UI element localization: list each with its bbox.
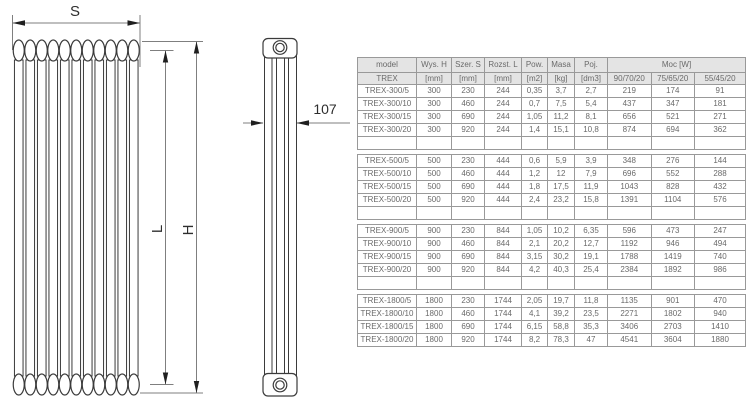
value-cell: 576 bbox=[695, 194, 746, 207]
value-cell: 5,4 bbox=[575, 98, 608, 111]
value-cell: 2,7 bbox=[575, 85, 608, 98]
value-cell: 8,2 bbox=[522, 334, 548, 347]
value-cell: 2,05 bbox=[522, 295, 548, 308]
value-cell: 5,9 bbox=[548, 155, 575, 168]
value-cell: 348 bbox=[608, 155, 652, 168]
value-cell: 1,4 bbox=[522, 124, 548, 137]
value-cell: 0,6 bbox=[522, 155, 548, 168]
value-cell: 11,2 bbox=[548, 111, 575, 124]
value-cell bbox=[417, 277, 452, 290]
model-cell: TREX-300/20 bbox=[358, 124, 417, 137]
value-cell: 300 bbox=[417, 85, 452, 98]
value-cell: 900 bbox=[417, 251, 452, 264]
value-cell bbox=[548, 207, 575, 220]
top-collector-oval bbox=[36, 40, 47, 61]
front-tube bbox=[129, 60, 138, 376]
series-name: TREX bbox=[358, 73, 417, 85]
value-cell: 1104 bbox=[651, 194, 695, 207]
model-cell: TREX-300/15 bbox=[358, 111, 417, 124]
model-cell: TREX-900/20 bbox=[358, 264, 417, 277]
value-cell: 0,7 bbox=[522, 98, 548, 111]
front-tube bbox=[37, 60, 46, 376]
value-cell bbox=[522, 207, 548, 220]
value-cell: 1043 bbox=[608, 181, 652, 194]
value-cell bbox=[548, 137, 575, 150]
bottom-collector-oval bbox=[59, 374, 70, 395]
value-cell bbox=[695, 207, 746, 220]
value-cell: 500 bbox=[417, 168, 452, 181]
table-header-row bbox=[358, 58, 746, 73]
top-collector-oval bbox=[48, 40, 59, 61]
value-cell: 4541 bbox=[608, 334, 652, 347]
table-row bbox=[358, 251, 746, 264]
model-cell: TREX-300/10 bbox=[358, 98, 417, 111]
radiator-side-view bbox=[263, 39, 297, 397]
model-cell bbox=[358, 277, 417, 290]
value-cell: 1744 bbox=[485, 334, 522, 347]
top-collector-oval bbox=[128, 40, 139, 61]
technical-drawing bbox=[0, 0, 360, 406]
value-cell bbox=[608, 137, 652, 150]
front-tube bbox=[60, 60, 69, 376]
value-cell bbox=[522, 277, 548, 290]
value-cell: 1,05 bbox=[522, 225, 548, 238]
bottom-collector-oval bbox=[36, 374, 47, 395]
model-cell: TREX-500/5 bbox=[358, 155, 417, 168]
value-cell: 500 bbox=[417, 181, 452, 194]
front-tube bbox=[106, 60, 115, 376]
radiator-front-view bbox=[13, 40, 139, 395]
value-cell: 986 bbox=[695, 264, 746, 277]
value-cell: 1800 bbox=[417, 308, 452, 321]
model-cell: TREX-1800/10 bbox=[358, 308, 417, 321]
col-header-width: Szer. S bbox=[452, 58, 485, 73]
value-cell: 521 bbox=[651, 111, 695, 124]
col-header-model: model bbox=[358, 58, 417, 73]
value-cell: 1192 bbox=[608, 238, 652, 251]
value-cell: 460 bbox=[452, 308, 485, 321]
unit-kg: [kg] bbox=[548, 73, 575, 85]
value-cell: 10,8 bbox=[575, 124, 608, 137]
value-cell: 1880 bbox=[695, 334, 746, 347]
separator-row bbox=[358, 277, 746, 290]
value-cell: 7,5 bbox=[548, 98, 575, 111]
value-cell: 181 bbox=[695, 98, 746, 111]
value-cell: 500 bbox=[417, 194, 452, 207]
value-cell: 1802 bbox=[651, 308, 695, 321]
table-row bbox=[358, 334, 746, 347]
value-cell: 244 bbox=[485, 98, 522, 111]
radiator-drawing-svg bbox=[0, 0, 360, 406]
value-cell: 437 bbox=[608, 98, 652, 111]
value-cell: 900 bbox=[417, 264, 452, 277]
value-cell: 3,7 bbox=[548, 85, 575, 98]
value-cell: 6,15 bbox=[522, 321, 548, 334]
value-cell: 844 bbox=[485, 251, 522, 264]
value-cell: 844 bbox=[485, 225, 522, 238]
separator-row bbox=[358, 137, 746, 150]
value-cell: 1800 bbox=[417, 295, 452, 308]
table-row bbox=[358, 181, 746, 194]
value-cell: 20,2 bbox=[548, 238, 575, 251]
value-cell: 940 bbox=[695, 308, 746, 321]
value-cell: 35,3 bbox=[575, 321, 608, 334]
value-cell: 690 bbox=[452, 111, 485, 124]
value-cell: 40,3 bbox=[548, 264, 575, 277]
bottom-collector-oval bbox=[128, 374, 139, 395]
value-cell: 2271 bbox=[608, 308, 652, 321]
value-cell bbox=[575, 137, 608, 150]
top-connection-port-inner bbox=[276, 43, 284, 51]
bottom-collector-oval bbox=[25, 374, 36, 395]
value-cell: 230 bbox=[452, 85, 485, 98]
top-collector-oval bbox=[59, 40, 70, 61]
value-cell: 12,7 bbox=[575, 238, 608, 251]
value-cell: 1800 bbox=[417, 334, 452, 347]
value-cell: 91 bbox=[695, 85, 746, 98]
value-cell: 920 bbox=[452, 264, 485, 277]
value-cell: 844 bbox=[485, 264, 522, 277]
value-cell: 300 bbox=[417, 111, 452, 124]
table-row bbox=[358, 98, 746, 111]
model-cell: TREX-900/10 bbox=[358, 238, 417, 251]
value-cell: 78,3 bbox=[548, 334, 575, 347]
value-cell: 874 bbox=[608, 124, 652, 137]
top-collector-oval bbox=[105, 40, 116, 61]
value-cell: 432 bbox=[695, 181, 746, 194]
value-cell: 494 bbox=[695, 238, 746, 251]
value-cell: 230 bbox=[452, 155, 485, 168]
side-tube bbox=[289, 52, 297, 378]
value-cell: 444 bbox=[485, 155, 522, 168]
value-cell: 1391 bbox=[608, 194, 652, 207]
table-row bbox=[358, 238, 746, 251]
model-cell: TREX-1800/20 bbox=[358, 334, 417, 347]
value-cell: 3604 bbox=[651, 334, 695, 347]
bottom-collector-oval bbox=[94, 374, 105, 395]
side-tube bbox=[265, 52, 273, 378]
value-cell: 596 bbox=[608, 225, 652, 238]
value-cell: 2,1 bbox=[522, 238, 548, 251]
value-cell: 444 bbox=[485, 194, 522, 207]
table-row bbox=[358, 321, 746, 334]
top-collector-oval bbox=[25, 40, 36, 61]
value-cell: 1744 bbox=[485, 308, 522, 321]
value-cell: 15,1 bbox=[548, 124, 575, 137]
value-cell bbox=[695, 277, 746, 290]
value-cell: 11,8 bbox=[575, 295, 608, 308]
model-cell: TREX-1800/15 bbox=[358, 321, 417, 334]
value-cell: 552 bbox=[651, 168, 695, 181]
value-cell bbox=[651, 137, 695, 150]
value-cell bbox=[651, 277, 695, 290]
value-cell: 362 bbox=[695, 124, 746, 137]
value-cell: 2384 bbox=[608, 264, 652, 277]
model-cell: TREX-900/5 bbox=[358, 225, 417, 238]
power-temp-75-65-20: 75/65/20 bbox=[651, 73, 695, 85]
value-cell: 844 bbox=[485, 238, 522, 251]
value-cell: 1419 bbox=[651, 251, 695, 264]
value-cell bbox=[452, 207, 485, 220]
value-cell: 460 bbox=[452, 238, 485, 251]
value-cell: 244 bbox=[485, 85, 522, 98]
value-cell: 690 bbox=[452, 321, 485, 334]
value-cell bbox=[575, 277, 608, 290]
value-cell: 696 bbox=[608, 168, 652, 181]
value-cell: 219 bbox=[608, 85, 652, 98]
value-cell: 47 bbox=[575, 334, 608, 347]
bottom-collector-oval bbox=[13, 374, 24, 395]
bottom-collector-oval bbox=[117, 374, 128, 395]
value-cell bbox=[485, 137, 522, 150]
dim-label-h: H bbox=[179, 224, 197, 236]
front-tube bbox=[14, 60, 23, 376]
value-cell: 1744 bbox=[485, 321, 522, 334]
top-collector-oval bbox=[13, 40, 24, 61]
unit-mm: [mm] bbox=[452, 73, 485, 85]
model-cell: TREX-1800/5 bbox=[358, 295, 417, 308]
value-cell bbox=[695, 137, 746, 150]
front-tube bbox=[26, 60, 35, 376]
spec-table-block-900 bbox=[357, 224, 746, 290]
unit-mm: [mm] bbox=[417, 73, 452, 85]
value-cell: 58,8 bbox=[548, 321, 575, 334]
value-cell: 15,8 bbox=[575, 194, 608, 207]
unit-dm3: [dm3] bbox=[575, 73, 608, 85]
side-tube bbox=[277, 52, 285, 378]
value-cell: 690 bbox=[452, 181, 485, 194]
unit-m2: [m2] bbox=[522, 73, 548, 85]
col-header-height: Wys. H bbox=[417, 58, 452, 73]
value-cell: 444 bbox=[485, 181, 522, 194]
unit-mm: [mm] bbox=[485, 73, 522, 85]
front-tube bbox=[49, 60, 58, 376]
col-header-mass: Masa bbox=[548, 58, 575, 73]
model-cell: TREX-500/20 bbox=[358, 194, 417, 207]
value-cell: 276 bbox=[651, 155, 695, 168]
model-cell: TREX-500/15 bbox=[358, 181, 417, 194]
top-collector-oval bbox=[117, 40, 128, 61]
table-row bbox=[358, 124, 746, 137]
front-tube bbox=[95, 60, 104, 376]
value-cell: 23,2 bbox=[548, 194, 575, 207]
col-header-power: Moc [W] bbox=[608, 58, 746, 73]
value-cell: 656 bbox=[608, 111, 652, 124]
value-cell: 920 bbox=[452, 334, 485, 347]
value-cell: 946 bbox=[651, 238, 695, 251]
value-cell: 4,1 bbox=[522, 308, 548, 321]
value-cell: 1788 bbox=[608, 251, 652, 264]
table-row bbox=[358, 264, 746, 277]
model-cell bbox=[358, 207, 417, 220]
value-cell: 4,2 bbox=[522, 264, 548, 277]
value-cell bbox=[417, 137, 452, 150]
value-cell: 2703 bbox=[651, 321, 695, 334]
value-cell bbox=[452, 137, 485, 150]
top-collector-oval bbox=[82, 40, 93, 61]
value-cell: 12 bbox=[548, 168, 575, 181]
value-cell bbox=[608, 207, 652, 220]
value-cell bbox=[485, 277, 522, 290]
model-cell: TREX-300/5 bbox=[358, 85, 417, 98]
power-temp-90-70-20: 90/70/20 bbox=[608, 73, 652, 85]
value-cell: 1,2 bbox=[522, 168, 548, 181]
bottom-collector-oval bbox=[71, 374, 82, 395]
value-cell bbox=[575, 207, 608, 220]
value-cell bbox=[452, 277, 485, 290]
value-cell: 244 bbox=[485, 111, 522, 124]
value-cell: 174 bbox=[651, 85, 695, 98]
value-cell: 39,2 bbox=[548, 308, 575, 321]
value-cell: 0,35 bbox=[522, 85, 548, 98]
value-cell: 144 bbox=[695, 155, 746, 168]
value-cell: 3,15 bbox=[522, 251, 548, 264]
top-collector-oval bbox=[94, 40, 105, 61]
top-collector-oval bbox=[71, 40, 82, 61]
table-row bbox=[358, 194, 746, 207]
value-cell: 900 bbox=[417, 238, 452, 251]
value-cell: 1,05 bbox=[522, 111, 548, 124]
value-cell: 271 bbox=[695, 111, 746, 124]
model-cell: TREX-500/10 bbox=[358, 168, 417, 181]
value-cell: 30,2 bbox=[548, 251, 575, 264]
col-header-volume: Poj. bbox=[575, 58, 608, 73]
value-cell bbox=[608, 277, 652, 290]
value-cell: 347 bbox=[651, 98, 695, 111]
value-cell: 7,9 bbox=[575, 168, 608, 181]
table-row bbox=[358, 155, 746, 168]
value-cell: 300 bbox=[417, 98, 452, 111]
front-tube bbox=[118, 60, 127, 376]
value-cell: 244 bbox=[485, 124, 522, 137]
dim-label-s: S bbox=[69, 2, 80, 20]
value-cell: 10,2 bbox=[548, 225, 575, 238]
value-cell: 473 bbox=[651, 225, 695, 238]
value-cell: 3406 bbox=[608, 321, 652, 334]
front-tube bbox=[72, 60, 81, 376]
dim-label-depth: 107 bbox=[313, 100, 337, 117]
spec-table bbox=[357, 57, 749, 351]
value-cell: 17,5 bbox=[548, 181, 575, 194]
bottom-collector-oval bbox=[48, 374, 59, 395]
table-row bbox=[358, 111, 746, 124]
bottom-connection-port-inner bbox=[276, 381, 284, 389]
table-row bbox=[358, 85, 746, 98]
value-cell: 23,5 bbox=[575, 308, 608, 321]
separator-row bbox=[358, 207, 746, 220]
value-cell: 2,4 bbox=[522, 194, 548, 207]
value-cell: 694 bbox=[651, 124, 695, 137]
spec-table-block-500 bbox=[357, 154, 746, 220]
value-cell: 900 bbox=[417, 225, 452, 238]
table-row bbox=[358, 225, 746, 238]
spec-table-block-1800 bbox=[357, 294, 746, 347]
value-cell: 1410 bbox=[695, 321, 746, 334]
value-cell: 1892 bbox=[651, 264, 695, 277]
col-header-area: Pow. bbox=[522, 58, 548, 73]
value-cell: 11,9 bbox=[575, 181, 608, 194]
value-cell bbox=[417, 207, 452, 220]
value-cell: 230 bbox=[452, 295, 485, 308]
col-header-spacing: Rozst. L bbox=[485, 58, 522, 73]
bottom-collector-oval bbox=[82, 374, 93, 395]
model-cell bbox=[358, 137, 417, 150]
value-cell: 3,9 bbox=[575, 155, 608, 168]
value-cell bbox=[485, 207, 522, 220]
value-cell: 920 bbox=[452, 124, 485, 137]
value-cell: 470 bbox=[695, 295, 746, 308]
value-cell: 500 bbox=[417, 155, 452, 168]
value-cell: 300 bbox=[417, 124, 452, 137]
value-cell: 1,8 bbox=[522, 181, 548, 194]
table-row bbox=[358, 295, 746, 308]
front-tube bbox=[83, 60, 92, 376]
value-cell: 288 bbox=[695, 168, 746, 181]
value-cell: 1135 bbox=[608, 295, 652, 308]
value-cell: 1744 bbox=[485, 295, 522, 308]
table-row bbox=[358, 168, 746, 181]
value-cell: 460 bbox=[452, 168, 485, 181]
value-cell: 25,4 bbox=[575, 264, 608, 277]
model-cell: TREX-900/15 bbox=[358, 251, 417, 264]
table-units-row bbox=[358, 73, 746, 85]
value-cell bbox=[651, 207, 695, 220]
value-cell: 690 bbox=[452, 251, 485, 264]
power-temp-55-45-20: 55/45/20 bbox=[695, 73, 746, 85]
bottom-collector-oval bbox=[105, 374, 116, 395]
value-cell: 247 bbox=[695, 225, 746, 238]
table-row bbox=[358, 308, 746, 321]
value-cell bbox=[548, 277, 575, 290]
value-cell: 1800 bbox=[417, 321, 452, 334]
spec-table-block-300 bbox=[357, 57, 746, 150]
value-cell: 444 bbox=[485, 168, 522, 181]
value-cell: 230 bbox=[452, 225, 485, 238]
value-cell: 460 bbox=[452, 98, 485, 111]
value-cell bbox=[522, 137, 548, 150]
value-cell: 901 bbox=[651, 295, 695, 308]
value-cell: 19,1 bbox=[575, 251, 608, 264]
value-cell: 6,35 bbox=[575, 225, 608, 238]
value-cell: 19,7 bbox=[548, 295, 575, 308]
dim-label-l: L bbox=[148, 224, 166, 234]
value-cell: 740 bbox=[695, 251, 746, 264]
value-cell: 828 bbox=[651, 181, 695, 194]
value-cell: 8,1 bbox=[575, 111, 608, 124]
value-cell: 920 bbox=[452, 194, 485, 207]
